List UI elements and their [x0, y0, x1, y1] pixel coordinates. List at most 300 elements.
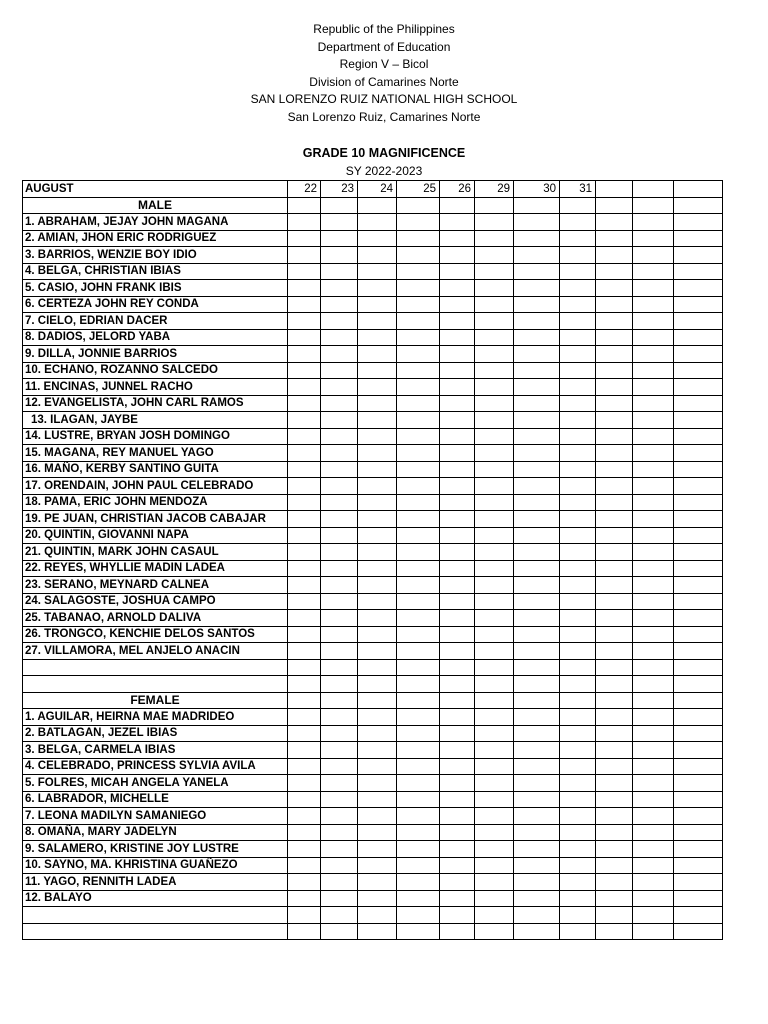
student-name: 26. TRONGCO, KENCHIE DELOS SANTOS — [23, 626, 288, 643]
student-name: 2. AMIAN, JHON ERIC RODRIGUEZ — [23, 230, 288, 247]
attendance-cell — [288, 428, 321, 445]
attendance-cell — [674, 709, 723, 726]
student-row — [23, 296, 723, 313]
attendance-cell — [358, 214, 397, 231]
attendance-cell — [288, 890, 321, 907]
attendance-cell — [514, 577, 560, 594]
attendance-cell — [674, 923, 723, 940]
attendance-cell — [596, 280, 633, 297]
student-row — [23, 478, 723, 495]
attendance-cell — [674, 395, 723, 412]
attendance-cell — [560, 428, 596, 445]
attendance-cell — [397, 296, 440, 313]
attendance-cell — [321, 296, 358, 313]
attendance-cell — [596, 577, 633, 594]
student-row — [23, 874, 723, 891]
attendance-cell — [397, 824, 440, 841]
attendance-cell — [358, 923, 397, 940]
attendance-cell — [475, 593, 514, 610]
section-label-female: FEMALE — [23, 692, 288, 709]
student-row — [23, 362, 723, 379]
attendance-cell — [475, 742, 514, 759]
header-line: Region V – Bicol — [339, 57, 429, 72]
attendance-cell — [321, 577, 358, 594]
attendance-cell — [560, 824, 596, 841]
attendance-cell — [633, 725, 674, 742]
attendance-cell — [475, 230, 514, 247]
attendance-cell — [633, 527, 674, 544]
attendance-cell — [674, 280, 723, 297]
attendance-cell — [475, 725, 514, 742]
attendance-cell — [674, 742, 723, 759]
attendance-cell — [514, 907, 560, 924]
attendance-cell — [397, 890, 440, 907]
attendance-cell — [596, 395, 633, 412]
attendance-cell — [321, 808, 358, 825]
attendance-cell — [440, 874, 475, 891]
student-name: 11. ENCINAS, JUNNEL RACHO — [23, 379, 288, 396]
attendance-cell — [321, 593, 358, 610]
attendance-cell — [397, 560, 440, 577]
attendance-cell — [560, 659, 596, 676]
attendance-cell — [440, 593, 475, 610]
attendance-cell — [440, 907, 475, 924]
attendance-cell — [475, 329, 514, 346]
attendance-cell — [440, 329, 475, 346]
attendance-cell — [633, 626, 674, 643]
attendance-cell — [358, 577, 397, 594]
attendance-cell — [674, 643, 723, 660]
attendance-cell — [633, 791, 674, 808]
attendance-cell — [358, 758, 397, 775]
attendance-cell — [321, 791, 358, 808]
attendance-cell — [358, 461, 397, 478]
attendance-cell — [358, 610, 397, 627]
student-name: 25. TABANAO, ARNOLD DALIVA — [23, 610, 288, 627]
attendance-cell — [358, 329, 397, 346]
attendance-cell — [560, 791, 596, 808]
attendance-cell — [321, 346, 358, 363]
student-row — [23, 280, 723, 297]
attendance-cell — [560, 725, 596, 742]
attendance-cell — [475, 560, 514, 577]
student-name: 16. MAÑO, KERBY SANTINO GUITA — [23, 461, 288, 478]
attendance-cell — [560, 461, 596, 478]
attendance-cell — [560, 923, 596, 940]
attendance-cell — [514, 692, 560, 709]
attendance-cell — [475, 676, 514, 693]
attendance-cell — [633, 890, 674, 907]
attendance-cell — [633, 197, 674, 214]
student-name: 27. VILLAMORA, MEL ANJELO ANACIN — [23, 643, 288, 660]
student-name: 1. ABRAHAM, JEJAY JOHN MAGANA — [23, 214, 288, 231]
attendance-cell — [475, 214, 514, 231]
attendance-cell — [596, 676, 633, 693]
date-header-cell: 31 — [560, 181, 596, 198]
attendance-cell — [560, 742, 596, 759]
attendance-cell — [514, 197, 560, 214]
student-name: 3. BELGA, CARMELA IBIAS — [23, 742, 288, 759]
attendance-cell — [358, 791, 397, 808]
attendance-cell — [633, 775, 674, 792]
attendance-cell — [288, 874, 321, 891]
student-row — [23, 263, 723, 280]
attendance-cell — [321, 725, 358, 742]
attendance-cell — [475, 296, 514, 313]
attendance-cell — [475, 412, 514, 429]
attendance-cell — [514, 395, 560, 412]
attendance-cell — [674, 692, 723, 709]
attendance-cell — [560, 758, 596, 775]
attendance-cell — [560, 692, 596, 709]
attendance-cell — [358, 857, 397, 874]
date-header-cell — [674, 181, 723, 198]
attendance-cell — [514, 841, 560, 858]
attendance-cell — [358, 445, 397, 462]
attendance-cell — [288, 478, 321, 495]
attendance-cell — [560, 610, 596, 627]
attendance-cell — [321, 511, 358, 528]
attendance-cell — [358, 296, 397, 313]
attendance-cell — [560, 494, 596, 511]
student-row — [23, 626, 723, 643]
attendance-cell — [674, 445, 723, 462]
student-name: 20. QUINTIN, GIOVANNI NAPA — [23, 527, 288, 544]
attendance-cell — [633, 494, 674, 511]
attendance-cell — [288, 907, 321, 924]
student-name: 6. CERTEZA JOHN REY CONDA — [23, 296, 288, 313]
attendance-cell — [633, 659, 674, 676]
attendance-cell — [475, 923, 514, 940]
attendance-cell — [358, 742, 397, 759]
attendance-cell — [560, 676, 596, 693]
attendance-cell — [596, 841, 633, 858]
attendance-cell — [321, 692, 358, 709]
attendance-cell — [358, 692, 397, 709]
attendance-cell — [596, 593, 633, 610]
attendance-cell — [514, 247, 560, 264]
attendance-cell — [475, 775, 514, 792]
attendance-cell — [397, 593, 440, 610]
attendance-cell — [321, 445, 358, 462]
attendance-cell — [633, 478, 674, 495]
attendance-cell — [674, 494, 723, 511]
attendance-cell — [397, 197, 440, 214]
attendance-cell — [397, 659, 440, 676]
attendance-cell — [440, 478, 475, 495]
blank-row — [23, 923, 723, 940]
student-name: 10. SAYNO, MA. KHRISTINA GUAÑEZO — [23, 857, 288, 874]
attendance-cell — [596, 214, 633, 231]
attendance-cell — [514, 676, 560, 693]
attendance-cell — [514, 857, 560, 874]
attendance-cell — [514, 560, 560, 577]
attendance-cell — [440, 626, 475, 643]
attendance-cell — [440, 676, 475, 693]
attendance-cell — [288, 379, 321, 396]
attendance-cell — [440, 346, 475, 363]
attendance-cell — [440, 610, 475, 627]
attendance-cell — [440, 247, 475, 264]
attendance-cell — [288, 577, 321, 594]
attendance-cell — [475, 461, 514, 478]
attendance-cell — [560, 296, 596, 313]
attendance-cell — [514, 874, 560, 891]
attendance-cell — [674, 676, 723, 693]
header-line: San Lorenzo Ruiz, Camarines Norte — [287, 109, 481, 124]
attendance-cell — [596, 428, 633, 445]
student-name: 11. YAGO, RENNITH LADEA — [23, 874, 288, 891]
attendance-cell — [560, 280, 596, 297]
student-row — [23, 214, 723, 231]
attendance-cell — [674, 808, 723, 825]
attendance-cell — [560, 593, 596, 610]
attendance-cell — [321, 659, 358, 676]
attendance-cell — [321, 758, 358, 775]
attendance-cell — [560, 346, 596, 363]
student-name: 1. AGUILAR, HEIRNA MAE MADRIDEO — [23, 709, 288, 726]
attendance-cell — [475, 494, 514, 511]
attendance-cell — [560, 643, 596, 660]
attendance-cell — [560, 313, 596, 330]
attendance-cell — [397, 247, 440, 264]
attendance-cell — [358, 362, 397, 379]
attendance-cell — [288, 296, 321, 313]
attendance-cell — [514, 775, 560, 792]
attendance-cell — [288, 841, 321, 858]
attendance-cell — [358, 560, 397, 577]
attendance-cell — [596, 874, 633, 891]
student-name: 8. OMAÑA, MARY JADELYN — [23, 824, 288, 841]
attendance-cell — [358, 643, 397, 660]
attendance-cell — [596, 329, 633, 346]
attendance-cell — [596, 346, 633, 363]
attendance-cell — [288, 676, 321, 693]
attendance-cell — [321, 676, 358, 693]
attendance-cell — [514, 296, 560, 313]
attendance-cell — [633, 395, 674, 412]
attendance-cell — [514, 329, 560, 346]
attendance-cell — [475, 643, 514, 660]
attendance-cell — [358, 395, 397, 412]
date-header-cell: 26 — [440, 181, 475, 198]
attendance-cell — [596, 494, 633, 511]
attendance-cell — [321, 610, 358, 627]
attendance-cell — [674, 379, 723, 396]
attendance-cell — [475, 857, 514, 874]
student-row — [23, 841, 723, 858]
attendance-cell — [288, 758, 321, 775]
attendance-cell — [397, 725, 440, 742]
attendance-cell — [475, 379, 514, 396]
attendance-cell — [397, 626, 440, 643]
attendance-cell — [440, 445, 475, 462]
attendance-cell — [514, 346, 560, 363]
attendance-cell — [358, 593, 397, 610]
attendance-cell — [358, 313, 397, 330]
student-row — [23, 230, 723, 247]
attendance-cell — [560, 560, 596, 577]
attendance-cell — [633, 263, 674, 280]
attendance-cell — [440, 923, 475, 940]
attendance-cell — [596, 362, 633, 379]
attendance-cell — [633, 923, 674, 940]
attendance-cell — [674, 214, 723, 231]
attendance-cell — [596, 263, 633, 280]
attendance-cell — [596, 412, 633, 429]
attendance-cell — [475, 445, 514, 462]
attendance-cell — [475, 362, 514, 379]
attendance-cell — [633, 758, 674, 775]
attendance-cell — [560, 329, 596, 346]
attendance-cell — [633, 841, 674, 858]
attendance-cell — [475, 544, 514, 561]
student-name: 8. DADIOS, JELORD YABA — [23, 329, 288, 346]
attendance-cell — [475, 758, 514, 775]
attendance-cell — [358, 890, 397, 907]
date-header-cell: 30 — [514, 181, 560, 198]
attendance-cell — [397, 791, 440, 808]
attendance-cell — [288, 643, 321, 660]
attendance-cell — [514, 445, 560, 462]
attendance-cell — [321, 263, 358, 280]
attendance-cell — [440, 197, 475, 214]
attendance-cell — [475, 313, 514, 330]
attendance-cell — [596, 824, 633, 841]
header-line: Republic of the Philippines — [313, 22, 455, 36]
student-row — [23, 560, 723, 577]
attendance-cell — [633, 313, 674, 330]
attendance-cell — [633, 610, 674, 627]
attendance-cell — [397, 230, 440, 247]
attendance-cell — [397, 379, 440, 396]
attendance-cell — [288, 626, 321, 643]
attendance-cell — [288, 709, 321, 726]
attendance-cell — [475, 263, 514, 280]
attendance-cell — [560, 379, 596, 396]
attendance-cell — [514, 527, 560, 544]
attendance-cell — [321, 280, 358, 297]
attendance-cell — [674, 841, 723, 858]
attendance-cell — [633, 511, 674, 528]
attendance-cell — [596, 527, 633, 544]
attendance-cell — [475, 280, 514, 297]
attendance-cell — [321, 412, 358, 429]
attendance-cell — [321, 626, 358, 643]
attendance-cell — [440, 313, 475, 330]
attendance-cell — [321, 313, 358, 330]
attendance-cell — [440, 379, 475, 396]
student-row — [23, 857, 723, 874]
section-row — [23, 692, 723, 709]
attendance-cell — [633, 428, 674, 445]
student-row — [23, 593, 723, 610]
attendance-cell — [514, 725, 560, 742]
attendance-cell — [288, 923, 321, 940]
student-row — [23, 758, 723, 775]
attendance-table — [22, 180, 723, 940]
attendance-cell — [440, 214, 475, 231]
attendance-cell — [397, 544, 440, 561]
attendance-cell — [358, 725, 397, 742]
blank-cell — [23, 923, 288, 940]
student-row — [23, 329, 723, 346]
attendance-cell — [633, 808, 674, 825]
attendance-cell — [596, 923, 633, 940]
attendance-cell — [633, 676, 674, 693]
attendance-cell — [560, 709, 596, 726]
month-header-cell: AUGUST — [23, 181, 288, 198]
student-name: 10. ECHANO, ROZANNO SALCEDO — [23, 362, 288, 379]
attendance-cell — [397, 709, 440, 726]
attendance-cell — [440, 428, 475, 445]
attendance-cell — [674, 247, 723, 264]
attendance-cell — [321, 428, 358, 445]
student-row — [23, 544, 723, 561]
attendance-cell — [321, 478, 358, 495]
blank-row — [23, 907, 723, 924]
attendance-cell — [633, 461, 674, 478]
attendance-cell — [633, 544, 674, 561]
attendance-cell — [560, 395, 596, 412]
attendance-cell — [596, 560, 633, 577]
attendance-cell — [560, 841, 596, 858]
student-name: 6. LABRADOR, MICHELLE — [23, 791, 288, 808]
student-name: 13. ILAGAN, JAYBE — [23, 412, 288, 429]
attendance-cell — [358, 676, 397, 693]
attendance-cell — [321, 857, 358, 874]
attendance-cell — [288, 494, 321, 511]
attendance-cell — [596, 659, 633, 676]
attendance-cell — [321, 461, 358, 478]
attendance-cell — [674, 593, 723, 610]
student-row — [23, 742, 723, 759]
attendance-cell — [321, 214, 358, 231]
blank-row — [23, 676, 723, 693]
attendance-cell — [321, 923, 358, 940]
attendance-cell — [633, 346, 674, 363]
attendance-cell — [397, 346, 440, 363]
attendance-cell — [288, 527, 321, 544]
attendance-cell — [440, 791, 475, 808]
attendance-cell — [674, 626, 723, 643]
attendance-cell — [397, 511, 440, 528]
attendance-cell — [633, 560, 674, 577]
student-name: 9. SALAMERO, KRISTINE JOY LUSTRE — [23, 841, 288, 858]
attendance-cell — [560, 247, 596, 264]
attendance-cell — [440, 577, 475, 594]
attendance-cell — [560, 890, 596, 907]
attendance-cell — [633, 874, 674, 891]
attendance-cell — [674, 197, 723, 214]
student-row — [23, 346, 723, 363]
attendance-cell — [288, 395, 321, 412]
date-header-cell: 29 — [475, 181, 514, 198]
attendance-cell — [633, 247, 674, 264]
attendance-cell — [596, 197, 633, 214]
attendance-cell — [514, 428, 560, 445]
attendance-cell — [321, 643, 358, 660]
attendance-cell — [514, 263, 560, 280]
student-name: 12. EVANGELISTA, JOHN CARL RAMOS — [23, 395, 288, 412]
attendance-cell — [288, 461, 321, 478]
attendance-cell — [440, 511, 475, 528]
attendance-cell — [560, 527, 596, 544]
student-name: 4. CELEBRADO, PRINCESS SYLVIA AVILA — [23, 758, 288, 775]
attendance-cell — [440, 742, 475, 759]
attendance-cell — [397, 610, 440, 627]
attendance-cell — [288, 313, 321, 330]
